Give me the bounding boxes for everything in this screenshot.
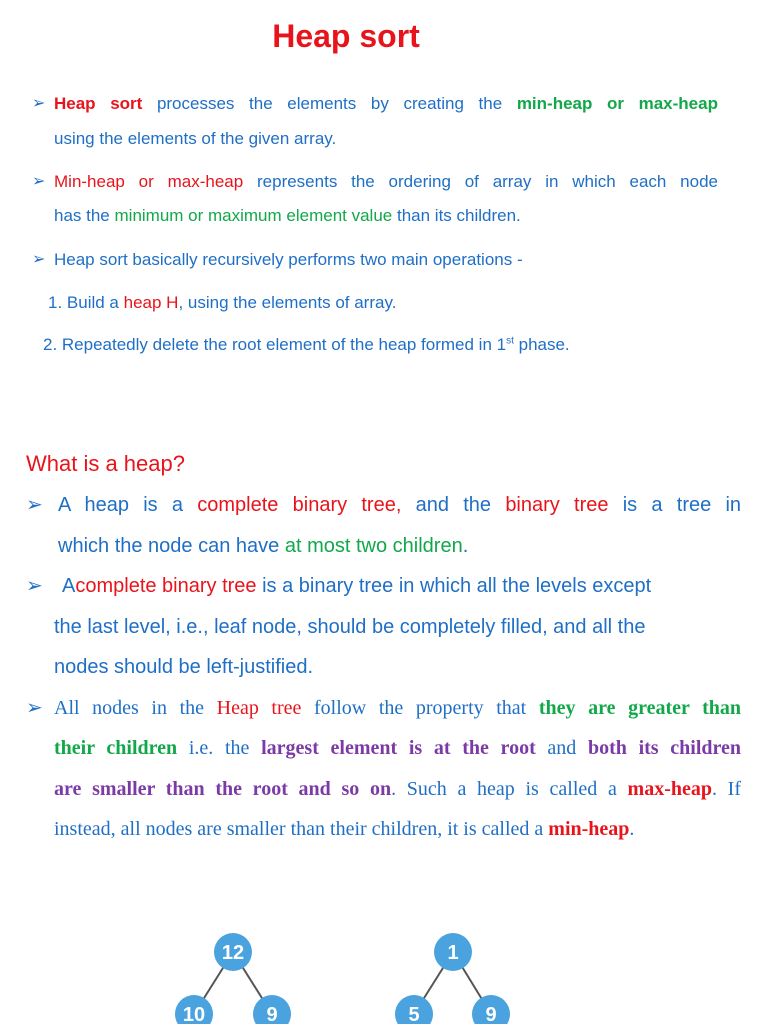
text-binary-tree: binary tree: [505, 494, 609, 516]
text-follow-property: follow the property that: [314, 697, 527, 719]
paragraph-operations: Heap sort basically recursively performs two main operations -: [54, 250, 523, 269]
step-1: [48, 292, 396, 314]
text-their-children: their children: [54, 737, 178, 759]
text-all-nodes: All nodes in the: [54, 697, 205, 719]
paragraph-heap-property-line4: [54, 816, 634, 842]
text-smaller-than-root: are smaller than the root and so on: [54, 778, 392, 800]
text-and: and: [547, 737, 577, 759]
bullet-arrow-icon: ➢: [32, 251, 46, 268]
step-2-superscript: st: [506, 335, 514, 347]
text-period: .: [462, 535, 469, 557]
tree-node-label: 9: [266, 1004, 278, 1024]
text-both-children: both its children: [588, 737, 742, 759]
paragraph-complete-tree-line2: the last level, i.e., leaf node, should be completely filled, and all the: [54, 616, 646, 638]
step-2: [43, 334, 570, 356]
min-heap-tree: [395, 933, 510, 1024]
bullet-arrow-icon: ➢: [32, 173, 46, 190]
text-largest-at-root: largest element is at the root: [261, 737, 536, 759]
paragraph-complete-tree-line3: nodes should be left-justified.: [54, 656, 314, 678]
text-min-heap-or-max-heap: Min-heap or max-heap: [54, 172, 244, 191]
text-max-heap: max-heap: [627, 778, 712, 800]
text-a-heap-is: A heap is a: [58, 494, 184, 516]
step-2-text: 2. Repeatedly delete the root element of the heap formed in 1: [43, 335, 507, 354]
step-2-text-end: phase.: [518, 335, 570, 354]
text-such-a-heap: . Such a heap is called a: [391, 778, 617, 800]
text-min-heap: min-heap: [548, 818, 630, 840]
text-ie-the: i.e. the: [188, 737, 250, 759]
paragraph-heap-sort-line1: [54, 93, 718, 115]
text-heap-h: heap H: [123, 293, 179, 312]
text-is-a-binary-tree: is a binary tree in which all the levels except: [262, 575, 652, 597]
text-is-a-tree-in: is a tree in: [622, 494, 742, 516]
text-instead: instead, all nodes are smaller than their children, it is called a: [54, 818, 544, 840]
bullet-arrow-icon: ➢: [26, 494, 43, 516]
tree-node-label: 9: [485, 1004, 497, 1024]
text-processes: processes the elements by creating the: [156, 94, 503, 113]
text-heap-sort: Heap sort: [54, 94, 143, 113]
text-at-most-two-children: at most two children: [284, 535, 463, 557]
page-title: Heap sort: [272, 18, 420, 54]
tree-node-label: 5: [408, 1004, 420, 1024]
paragraph-complete-tree-line1: [62, 573, 651, 599]
paragraph-min-max-line1: [54, 171, 718, 193]
text-greater-than: they are greater than: [538, 697, 742, 719]
text-has-the: has the: [54, 206, 110, 225]
text-heap-tree: Heap tree: [216, 697, 302, 719]
text-final-period: .: [629, 818, 635, 840]
paragraph-heap-property-line1: [54, 695, 741, 721]
tree-node-label: 1: [447, 942, 459, 964]
step-1-text-end: , using the elements of array.: [178, 293, 397, 312]
tree-node-label: 12: [221, 942, 245, 964]
section-heading-what-is-heap: What is a heap?: [26, 451, 185, 476]
heap-tree-diagrams: [0, 920, 768, 1024]
bullet-arrow-icon: ➢: [32, 95, 46, 112]
paragraph-heap-def-line1: [58, 492, 741, 518]
text-min-or-max-element: minimum or maximum element value: [114, 206, 393, 225]
step-1-text: 1. Build a: [48, 293, 119, 312]
tree-node-label: 10: [182, 1004, 206, 1024]
text-than-children: than its children.: [396, 206, 521, 225]
paragraph-heap-property-line3: [54, 776, 741, 802]
text-which-the-node: which the node can have: [58, 535, 280, 557]
paragraph-min-max-line2: [54, 205, 521, 227]
bullet-arrow-icon: ➢: [26, 575, 43, 597]
text-min-or-max-heap: min-heap or max-heap: [516, 94, 718, 113]
bullet-arrow-icon: ➢: [26, 697, 43, 719]
text-if: . If: [711, 778, 741, 800]
text-represents: represents the ordering of array in which each node: [257, 172, 718, 191]
paragraph-heap-property-line2: [54, 735, 741, 761]
text-complete-binary-tree-2: complete binary tree: [75, 575, 257, 597]
text-a: A: [62, 575, 76, 597]
text-complete-binary-tree: complete binary tree,: [197, 494, 402, 516]
paragraph-heap-sort-line2: using the elements of the given array.: [54, 129, 337, 148]
max-heap-tree: [175, 933, 291, 1024]
paragraph-heap-def-line2: [58, 533, 468, 559]
text-and-the: and the: [415, 494, 492, 516]
